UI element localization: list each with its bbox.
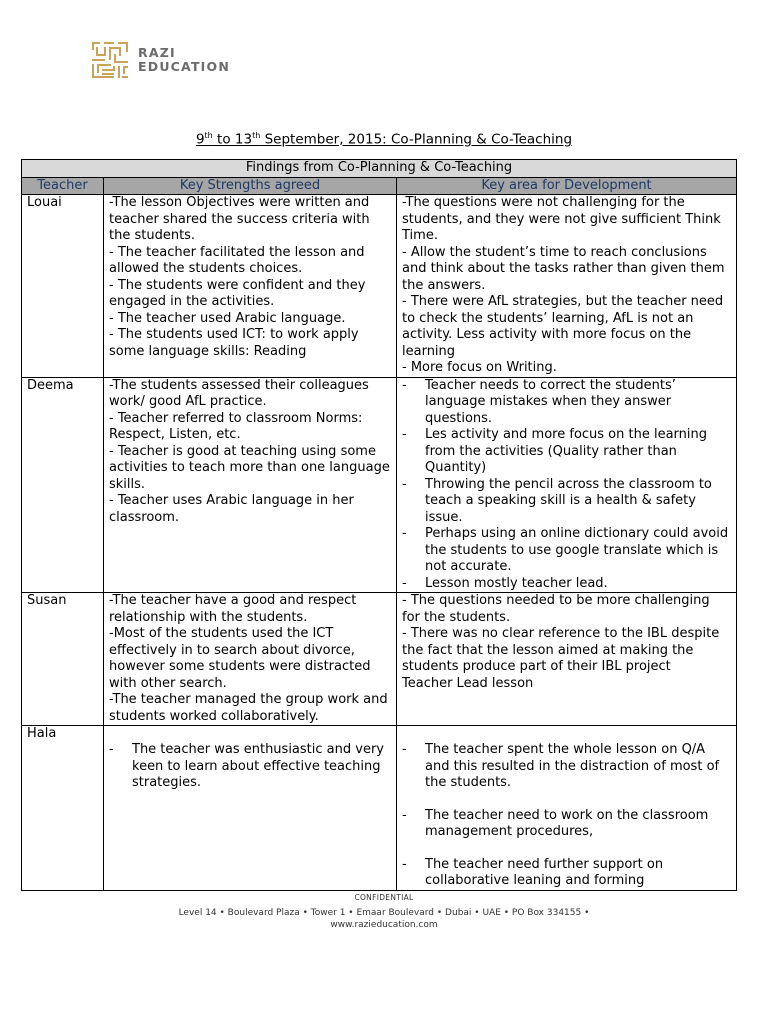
footer-address bbox=[0, 907, 768, 931]
list-item: - The teacher spent the whole lesson on Q/A and this resulted in the distraction of most of the students. bbox=[402, 742, 731, 792]
development-cell: -The questions were not challenging for the students, and they were not give sufficient Think Time. - Allow the student’s time to reach conclusions and think about the tasks rather than given them the answers. - There were AfL strategies, but the teacher need to check the students’ learning, AfL is not an activity. Less activity with more focus on the learning - More focus on Writing. bbox=[397, 195, 737, 378]
list-item: - Les activity and more focus on the learning from the activities (Quality rather than Quantity) bbox=[402, 427, 731, 477]
company-logo bbox=[92, 42, 230, 78]
footer-address-line: Level 14 • Boulevard Plaza • Tower 1 • Emaar Boulevard • Dubai • UAE • PO Box 334155 • bbox=[178, 908, 590, 918]
strengths-list bbox=[109, 742, 391, 792]
list-item: - Throwing the pencil across the classroom to teach a speaking skill is a health & safety issue. bbox=[402, 477, 731, 527]
teacher-name: Susan bbox=[22, 593, 104, 726]
teacher-name: Deema bbox=[22, 377, 104, 593]
findings-table bbox=[21, 159, 737, 891]
strengths-cell: -The lesson Objectives were written and teacher shared the success criteria with the students. - The teacher facilitated the lesson and allowed the students choices. - The students were confident and they engaged in the activities. - The teacher used Arabic language. - The students used ICT: to work apply some language skills: Reading bbox=[104, 195, 397, 378]
development-cell: - The questions needed to be more challenging for the students. - There was no clear reference to the IBL despite the fact that the lesson aimed at making the students produce part of their IBL project Teacher Lead lesson bbox=[397, 593, 737, 726]
confidential-label: CONFIDENTIAL bbox=[354, 893, 414, 902]
page-title: 9th to 13th September, 2015: Co-Planning & Co-Teaching bbox=[195, 131, 573, 148]
column-header-strengths: Key Strengths agreed bbox=[104, 177, 397, 195]
development-cell bbox=[397, 377, 737, 593]
table-row bbox=[22, 726, 737, 891]
list-item: - Perhaps using an online dictionary could avoid the students to use google translate which is not accurate. bbox=[402, 526, 731, 576]
list-item: - The teacher need further support on collaborative leaning and forming bbox=[402, 857, 731, 890]
development-list bbox=[402, 742, 731, 890]
development-list bbox=[402, 378, 731, 593]
footer-website: www.razieducation.com bbox=[330, 920, 438, 930]
column-header-teacher: Teacher bbox=[22, 177, 104, 195]
development-cell bbox=[397, 726, 737, 891]
list-item: - Lesson mostly teacher lead. bbox=[402, 576, 731, 593]
razi-logo-mark-icon bbox=[92, 42, 128, 78]
logo-wordmark bbox=[138, 46, 230, 74]
list-item: - Teacher needs to correct the students’ language mistakes when they answer questions. bbox=[402, 378, 731, 428]
table-row bbox=[22, 195, 737, 378]
table-row bbox=[22, 377, 737, 593]
list-item: - The teacher need to work on the classroom management procedures, bbox=[402, 808, 731, 841]
logo-line-education: EDUCATION bbox=[138, 59, 231, 74]
strengths-cell: -The students assessed their colleagues work/ good AfL practice. - Teacher referred to classroom Norms: Respect, Listen, etc. - Teacher is good at teaching using some activities to teach more than one language skills. - Teacher uses Arabic language in her classroom. bbox=[104, 377, 397, 593]
logo-line-razi: RAZI bbox=[138, 45, 176, 60]
strengths-cell bbox=[104, 726, 397, 891]
list-item: - The teacher was enthusiastic and very keen to learn about effective teaching strategies. bbox=[109, 742, 391, 792]
teacher-name: Louai bbox=[22, 195, 104, 378]
findings-header: Findings from Co-Planning & Co-Teaching bbox=[22, 160, 737, 178]
teacher-name: Hala bbox=[22, 726, 104, 891]
strengths-cell: -The teacher have a good and respect relationship with the students. -Most of the students used the ICT effectively in to search about divorce, however some students were distracted with other search. -The teacher managed the group work and students worked collaboratively. bbox=[104, 593, 397, 726]
table-row bbox=[22, 593, 737, 726]
column-header-development: Key area for Development bbox=[397, 177, 737, 195]
